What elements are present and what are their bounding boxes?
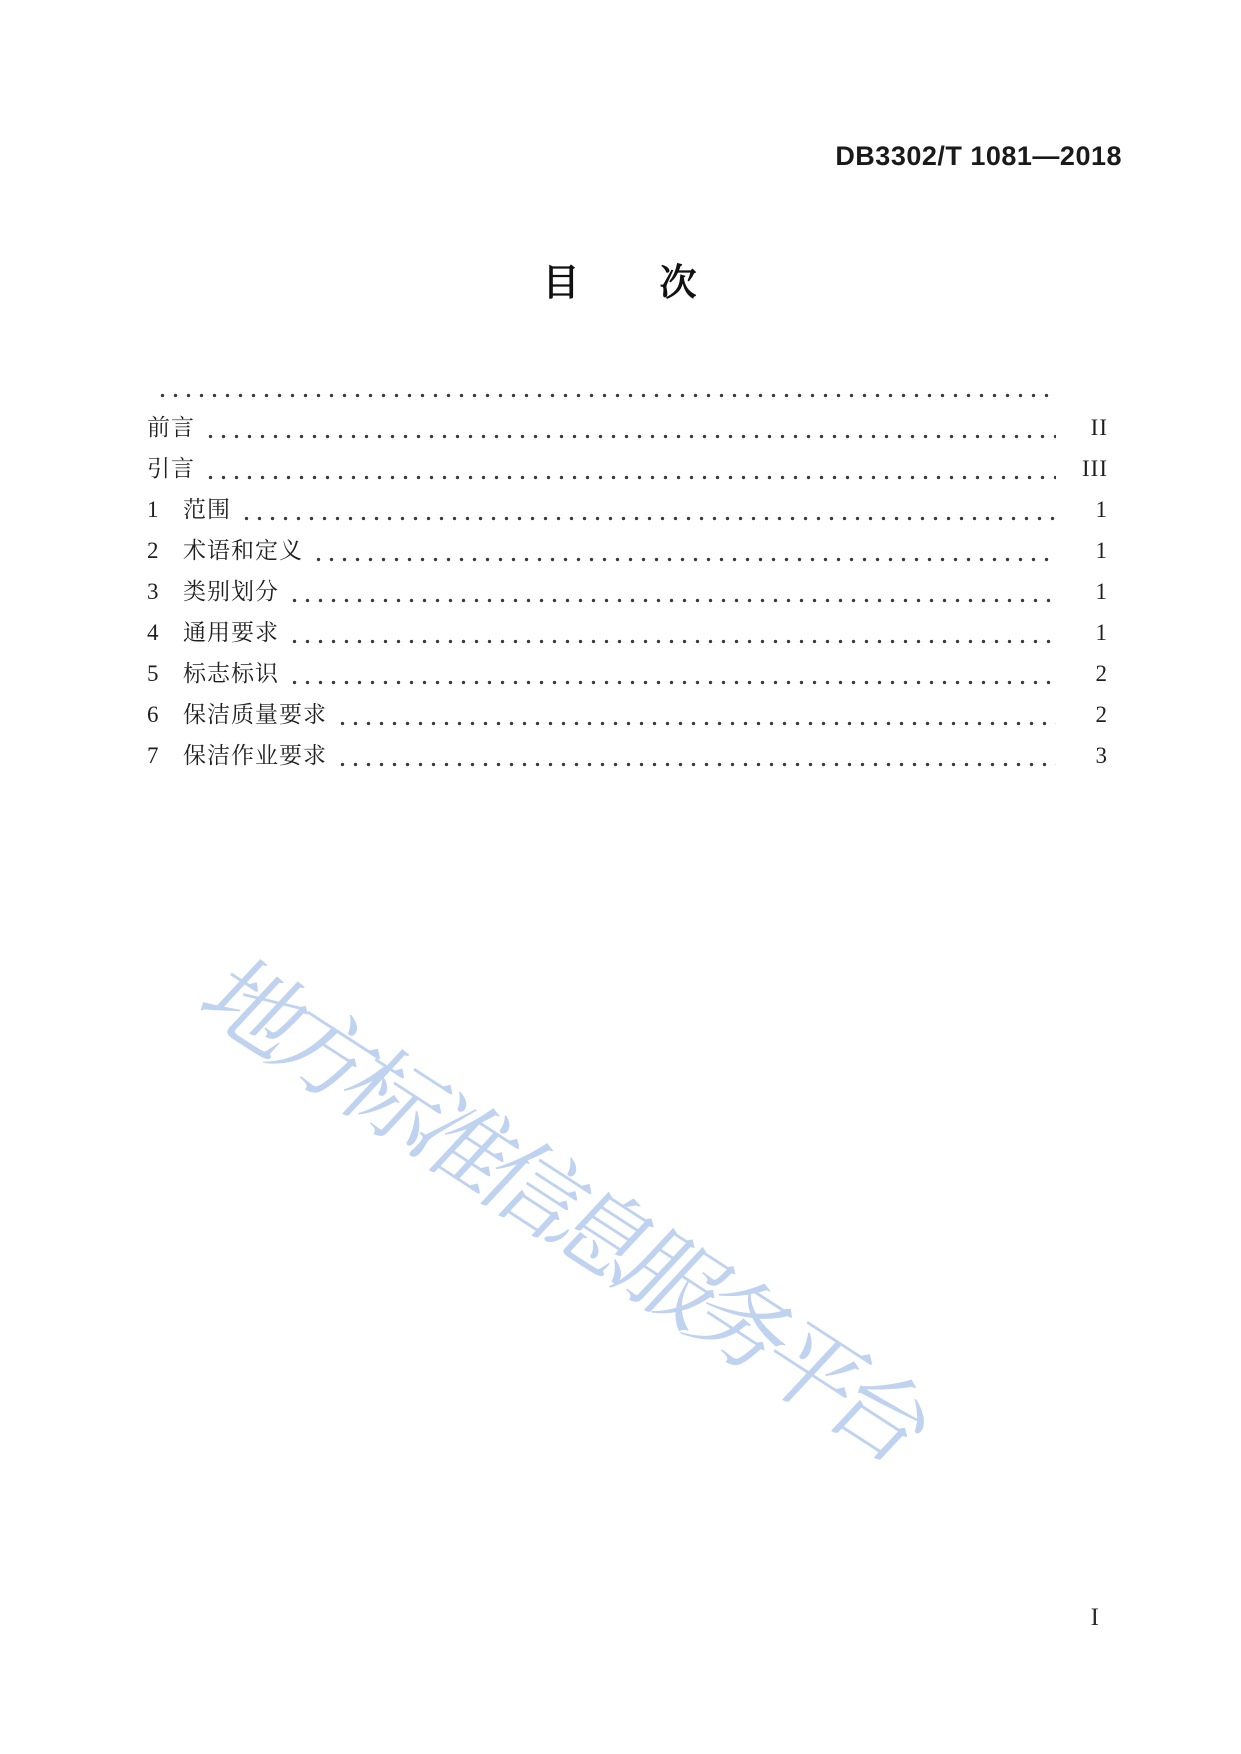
toc-entry xyxy=(147,530,1108,571)
toc-entry-page-number: 1 xyxy=(1095,620,1108,645)
toc-entry xyxy=(147,612,1108,653)
standard-code-header: DB3302/T 1081—2018 xyxy=(835,141,1122,171)
toc-entry-page-number: 1 xyxy=(1095,538,1108,563)
toc-entry-label: 范围 xyxy=(183,497,231,522)
toc-entry-label: 类别划分 xyxy=(183,579,279,604)
page-number: I xyxy=(1090,1604,1100,1631)
toc-entry-number: 6 xyxy=(147,702,159,727)
toc-entry-number: 7 xyxy=(147,743,159,768)
toc-entry-number: 3 xyxy=(147,579,159,604)
dot-leader xyxy=(312,530,1056,571)
dot-leader xyxy=(288,612,1056,653)
dot-leader xyxy=(288,571,1056,612)
toc-entry-page-number: III xyxy=(1082,456,1108,481)
toc-entry-page-number: 1 xyxy=(1095,579,1108,604)
table-of-contents xyxy=(147,366,1108,776)
dot-leader xyxy=(240,489,1056,530)
toc-entry xyxy=(147,407,1108,448)
toc-entry xyxy=(147,489,1108,530)
toc-entry-page-number: 3 xyxy=(1095,743,1108,768)
toc-entry xyxy=(147,653,1108,694)
toc-entry xyxy=(147,735,1108,776)
dot-leader xyxy=(288,653,1056,694)
toc-entry-number: 5 xyxy=(147,661,159,686)
toc-entry-label: 通用要求 xyxy=(183,620,279,645)
page-title: 目 次 xyxy=(542,262,699,303)
dot-leader xyxy=(204,448,1056,489)
toc-entry-page-number: 2 xyxy=(1095,702,1108,727)
toc-entry-page-number: II xyxy=(1090,415,1108,440)
toc-entry xyxy=(147,448,1108,489)
dot-leader xyxy=(204,407,1056,448)
toc-entry-label: 引言 xyxy=(147,456,195,481)
dot-leader xyxy=(156,366,1056,407)
toc-entry-label: 术语和定义 xyxy=(183,538,303,563)
toc-entry-label: 标志标识 xyxy=(183,661,279,686)
toc-entry-number: 2 xyxy=(147,538,159,563)
toc-entry xyxy=(147,694,1108,735)
toc-entry-number: 1 xyxy=(147,497,159,522)
toc-entry xyxy=(147,366,1108,407)
dot-leader xyxy=(336,735,1056,776)
toc-entry-page-number: 2 xyxy=(1095,661,1108,686)
toc-entry-number: 4 xyxy=(147,620,159,645)
toc-entry xyxy=(147,571,1108,612)
diagonal-watermark: 地方标准信息服务平台 xyxy=(178,945,949,1476)
toc-entry-label: 保洁质量要求 xyxy=(183,702,327,727)
toc-entry-label: 保洁作业要求 xyxy=(183,743,327,768)
toc-entry-label: 前言 xyxy=(147,415,195,440)
toc-entry-page-number: 1 xyxy=(1095,497,1108,522)
dot-leader xyxy=(336,694,1056,735)
